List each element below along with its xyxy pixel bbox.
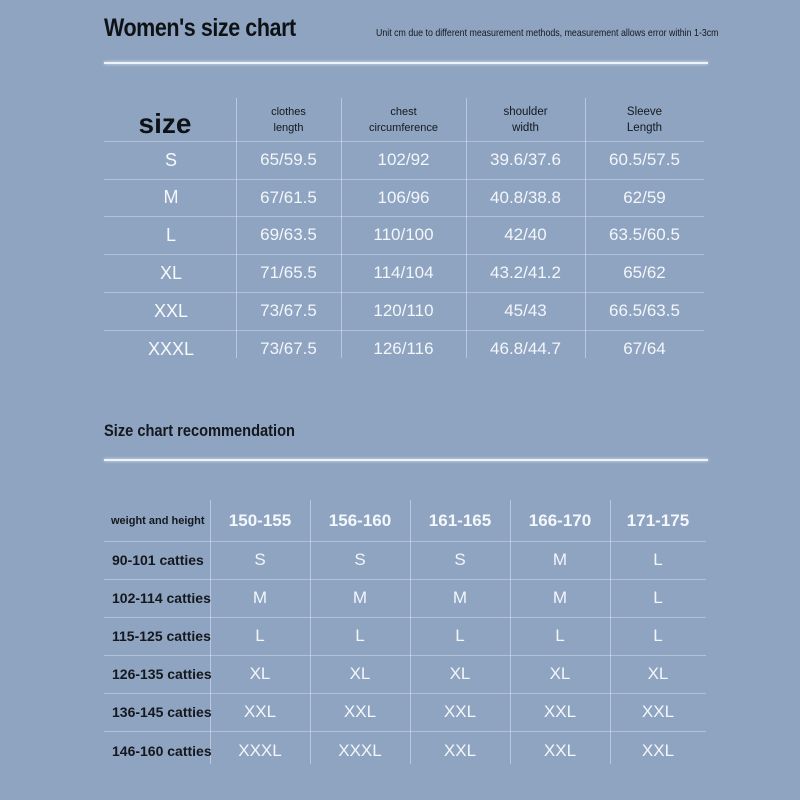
recommended-size: M xyxy=(252,588,268,607)
table-cell: 102/92 xyxy=(377,150,430,169)
column-header xyxy=(341,98,466,141)
recommended-size: XL xyxy=(647,664,669,683)
height-header: 171-175 xyxy=(626,510,690,530)
recommended-size: L xyxy=(653,588,663,607)
recommended-size: M xyxy=(552,550,568,569)
column-header xyxy=(585,98,704,141)
column-header-line: shoulder xyxy=(503,105,548,118)
table-cell: 114/104 xyxy=(373,263,434,282)
table-cell: 67/64 xyxy=(623,339,666,358)
recommended-size: XXXL xyxy=(238,740,282,760)
recommended-size: S xyxy=(254,550,266,569)
column-header-line: Sleeve xyxy=(626,105,663,118)
recommended-size: L xyxy=(555,626,565,645)
column-header xyxy=(236,98,341,141)
column-header-line: clothes xyxy=(271,105,306,118)
recommended-size: L xyxy=(355,626,365,645)
table-cell: 65/59.5 xyxy=(260,150,317,169)
size-label: XL xyxy=(159,262,183,283)
height-header: 166-170 xyxy=(528,510,592,530)
table-cell: 45/43 xyxy=(504,301,547,320)
recommended-size: S xyxy=(354,550,366,569)
recommended-size: XXL xyxy=(443,740,477,760)
recommended-size: XXL xyxy=(443,702,477,721)
column-header xyxy=(466,98,585,141)
recommended-size: S xyxy=(454,550,466,569)
column-header-line: circumference xyxy=(368,121,439,134)
weight-label: 136-145 catties xyxy=(112,704,212,720)
size-header: size xyxy=(138,108,192,139)
recommended-size: XXL xyxy=(543,740,577,760)
size-label: S xyxy=(164,149,177,170)
table-cell: 110/100 xyxy=(373,225,434,244)
recommended-size: M xyxy=(452,588,468,607)
table-cell: 40.8/38.8 xyxy=(490,187,561,207)
table-cell: 39.6/37.6 xyxy=(490,150,561,169)
recommended-size: XL xyxy=(349,664,371,683)
weight-label: 126-135 catties xyxy=(112,666,212,682)
recommended-size: XXXL xyxy=(338,740,382,760)
unit-note: Unit cm due to different measurement methods, measurement allows error within 1-3cm xyxy=(376,27,719,39)
table-cell: 65/62 xyxy=(623,263,666,282)
table-cell: 63.5/60.5 xyxy=(609,225,680,244)
table-cell: 46.8/44.7 xyxy=(490,339,561,358)
weight-label: 90-101 catties xyxy=(112,552,204,568)
table-cell: 69/63.5 xyxy=(260,225,317,244)
recommended-size: XXL xyxy=(243,702,277,721)
table-cell: 106/96 xyxy=(377,187,430,207)
recommended-size: M xyxy=(352,588,368,607)
table-cell: 73/67.5 xyxy=(260,339,317,358)
size-label: XXXL xyxy=(147,338,195,359)
recommended-size: L xyxy=(255,626,265,645)
recommended-size: XXL xyxy=(343,702,377,721)
table-cell: 73/67.5 xyxy=(260,301,317,320)
table-cell: 71/65.5 xyxy=(260,263,317,282)
table-cell: 62/59 xyxy=(623,187,666,207)
height-header: 156-160 xyxy=(328,510,392,530)
recommended-size: L xyxy=(653,626,663,645)
table-cell: 67/61.5 xyxy=(260,187,317,207)
recommended-size: L xyxy=(653,550,663,569)
table-cell: 43.2/41.2 xyxy=(490,263,561,282)
table-cell: 126/116 xyxy=(373,339,434,358)
weight-label: 115-125 catties xyxy=(112,628,211,644)
size-label: M xyxy=(163,187,179,207)
divider-middle xyxy=(104,459,708,461)
height-header: 161-165 xyxy=(428,510,492,530)
recommended-size: XXL xyxy=(641,702,675,721)
column-header-line: length xyxy=(273,121,304,134)
recommendation-title: Size chart recommendation xyxy=(104,421,295,440)
recommended-size: XL xyxy=(549,664,571,683)
corner-label: weight and height xyxy=(111,514,205,527)
page-title: Women's size chart xyxy=(104,14,296,42)
weight-label: 146-160 catties xyxy=(112,742,212,759)
recommended-size: XL xyxy=(449,664,471,683)
table-cell: 60.5/57.5 xyxy=(609,150,680,169)
recommended-size: XXL xyxy=(543,702,577,721)
column-header-line: width xyxy=(512,121,539,134)
size-label: L xyxy=(165,224,176,245)
recommended-size: M xyxy=(552,588,568,607)
height-header: 150-155 xyxy=(228,510,292,530)
table-cell: 42/40 xyxy=(504,225,547,244)
table-cell: 120/110 xyxy=(373,301,434,320)
recommended-size: L xyxy=(455,626,465,645)
column-header-line: Length xyxy=(626,121,663,134)
divider-top xyxy=(104,62,708,64)
recommended-size: XXL xyxy=(641,740,675,760)
weight-label: 102-114 catties xyxy=(112,590,211,606)
size-label: XXL xyxy=(153,300,189,321)
recommended-size: XL xyxy=(249,664,271,683)
column-header-line: chest xyxy=(390,105,417,118)
table-cell: 66.5/63.5 xyxy=(609,301,680,320)
